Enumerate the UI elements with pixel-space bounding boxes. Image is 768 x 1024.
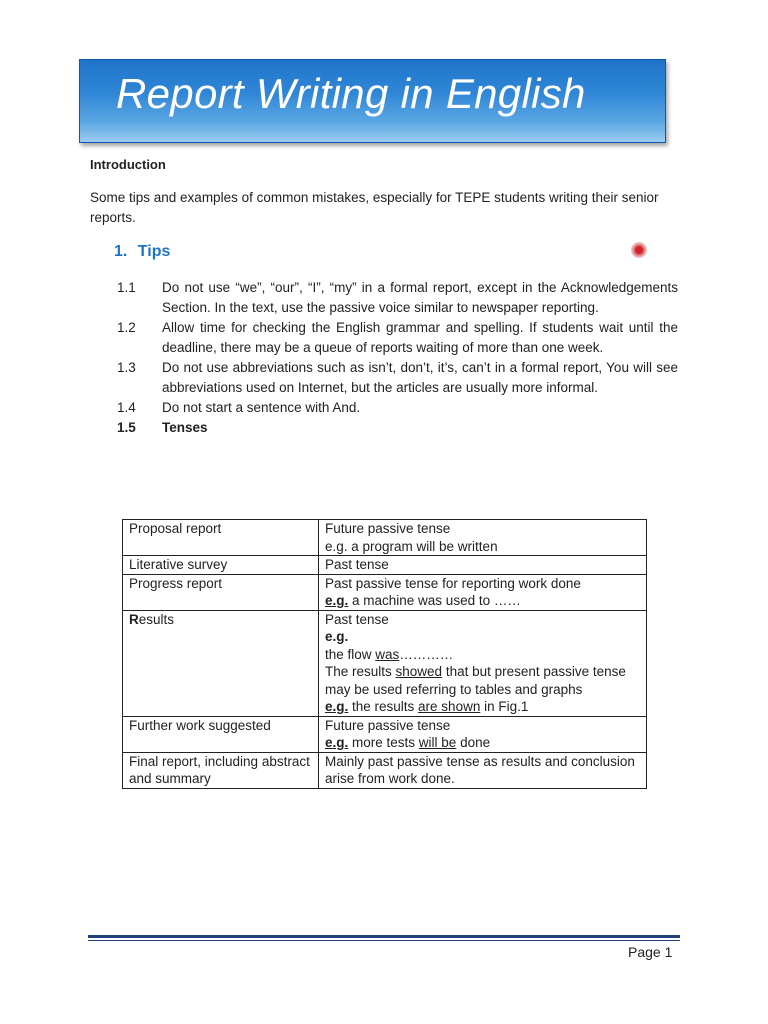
- document-title: Report Writing in English: [116, 70, 586, 117]
- table-cell-tense: Future passive tense e.g. a program will be written: [319, 520, 647, 556]
- tip-text: Tenses: [162, 420, 208, 435]
- table-cell-tense: Past tense: [319, 556, 647, 575]
- footer-rule-thin: [88, 940, 680, 941]
- tip-number: 1.2: [117, 320, 136, 335]
- table-cell-tense: Future passive tense e.g. more tests will be done: [319, 716, 647, 752]
- table-cell-report-type: Final report, including abstract and summary: [123, 752, 319, 788]
- section-title: Tips: [137, 243, 171, 260]
- tenses-table: [122, 519, 647, 789]
- tip-number: 1.3: [117, 360, 136, 375]
- title-banner: [79, 59, 666, 143]
- table-cell-report-type: Further work suggested: [123, 716, 319, 752]
- table-row: [123, 610, 647, 716]
- red-dot-marker-icon: [631, 242, 647, 258]
- table-cell-report-type: Proposal report: [123, 520, 319, 556]
- tip-number: 1.1: [117, 280, 136, 295]
- list-item: [117, 358, 678, 398]
- table-row: [123, 716, 647, 752]
- table-row: [123, 574, 647, 610]
- section-number: 1.: [114, 243, 128, 260]
- table-row: [123, 520, 647, 556]
- table-cell-tense: Mainly past passive tense as results and conclusion arise from work done.: [319, 752, 647, 788]
- list-item: [117, 318, 678, 358]
- tips-list: [117, 278, 678, 438]
- tip-text: Do not use “we”, “our”, “I”, “my” in a formal report, except in the Acknowledgements Section. In the text, use the passive voice similar to newspaper reporting.: [162, 280, 678, 315]
- tip-text: Do not use abbreviations such as isn’t, don’t, it’s, can’t in a formal report, You will see abbreviations used on Internet, but the articles are usually more informal.: [162, 360, 678, 395]
- list-item: [117, 278, 678, 318]
- table-cell-report-type: Results: [123, 610, 319, 716]
- list-item: [117, 398, 678, 418]
- table-cell-tense: Past passive tense for reporting work done e.g. a machine was used to ……: [319, 574, 647, 610]
- list-item: [117, 418, 678, 438]
- intro-paragraph: Some tips and examples of common mistakes, especially for TEPE students writing their senior reports.: [90, 190, 659, 225]
- tip-number: 1.5: [117, 420, 136, 435]
- table-cell-tense: Past tense e.g. the flow was………… The results showed that but present passive tense may be used referring to tables and graphs e.g. the results are shown in Fig.1: [319, 610, 647, 716]
- table-cell-report-type: Progress report: [123, 574, 319, 610]
- tip-number: 1.4: [117, 400, 136, 415]
- page-number: Page 1: [628, 944, 673, 960]
- table-row: [123, 752, 647, 788]
- table-row: [123, 556, 647, 575]
- tip-text: Do not start a sentence with And.: [162, 400, 361, 415]
- intro-heading: Introduction: [90, 157, 166, 172]
- table-cell-report-type: Literative survey: [123, 556, 319, 575]
- section-heading-tips: [114, 243, 170, 261]
- tip-text: Allow time for checking the English grammar and spelling. If students wait until the deadline, there may be a queue of reports waiting of more than one week.: [162, 320, 678, 355]
- footer-rule: [88, 935, 680, 938]
